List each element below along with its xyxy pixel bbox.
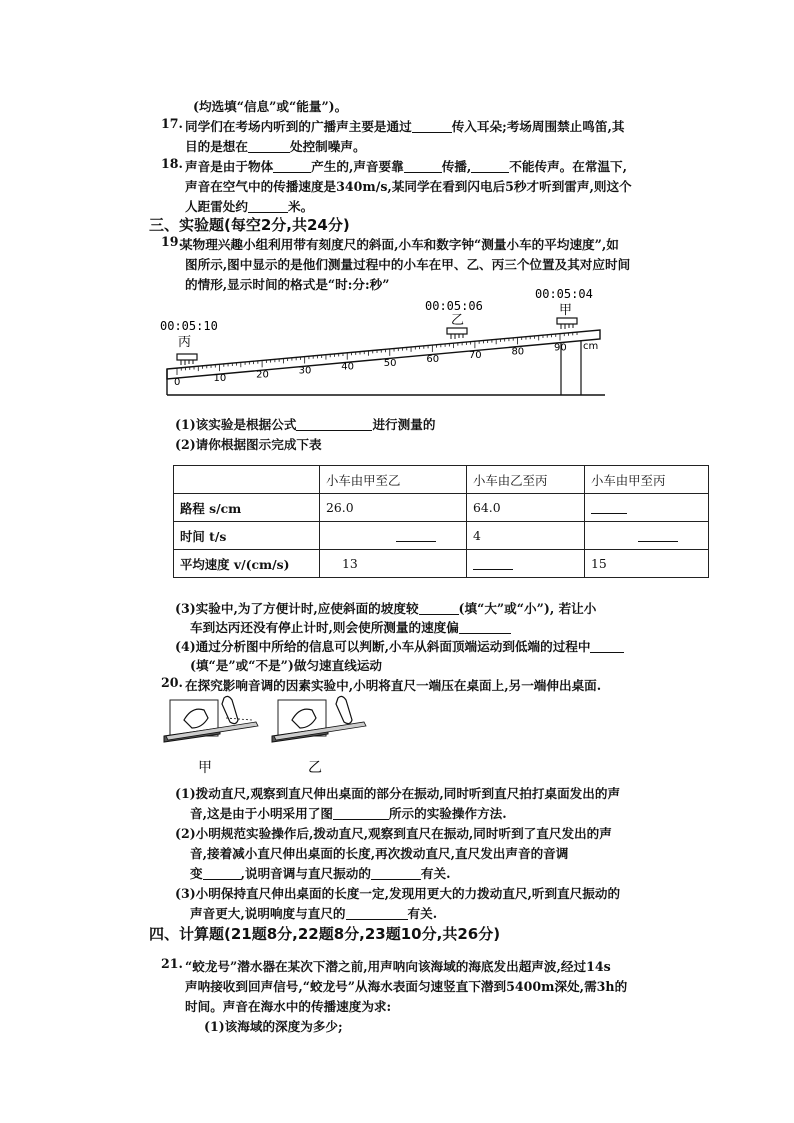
row-label-speed: 平均速度 v/(cm/s) [174,550,320,578]
table-cell-blank[interactable] [320,522,467,550]
time-yi: 00:05:06 [425,299,483,313]
time-jia: 00:05:04 [535,287,593,301]
q20-part1-line1: (1)拨动直尺,观察到直尺伸出桌面的部分在振动,同时听到直尺拍打桌面发出的声 [175,786,621,801]
sketch-yi [272,696,366,742]
ruler-tick-label: 70 [468,350,482,362]
q19-line3: 的情形,显示时间的格式是“时:分:秒” [185,277,390,292]
q18-line3: 人距雷处约 米。 [185,199,314,214]
table-header-cell [174,466,320,494]
q20-number: 20. [161,675,183,690]
q20-part1-line2: 音,这是由于小明采用了图 所示的实验操作方法. [190,806,507,821]
table-header-row [174,466,709,494]
cart-bing [177,354,197,365]
q20-blank-amplitude[interactable] [346,907,408,920]
q19-blank-bias[interactable] [459,621,511,634]
q19-part1: (1)该实验是根据公式 进行测量的 [175,417,436,432]
table-row [174,494,709,522]
q17-blank-1[interactable] [412,120,452,133]
table-header-cell: 小车由甲至乙 [320,466,467,494]
ruler-tick-label: 0 [174,377,181,388]
sketch-label-yi: 乙 [308,760,322,776]
q19-part3-line1: (3)实验中,为了方便计时,应使斜面的坡度较 (填“大”或“小”), 若让小 [175,601,597,616]
q19-blank-uniform[interactable] [590,640,624,653]
ruler-tick-label: 60 [426,354,440,365]
table-cell: 15 [585,550,709,578]
q21-number: 21. [161,956,183,971]
section-4-heading: 四、计算题(21题8分,22题8分,23题10分,共26分) [149,925,501,943]
q20-part2-line3: 变 ,说明音调与直尺振动的 有关. [190,866,451,881]
row-label-time: 时间 t/s [174,522,320,550]
table-cell: 4 [467,522,585,550]
ruler-tick-label: 50 [383,357,397,369]
table-header-cell: 小车由甲至丙 [585,466,709,494]
table-cell: 13 [320,550,467,578]
table-cell-blank[interactable] [467,550,585,578]
ruler-tick-label: 10 [213,373,227,385]
q20-part3-line1: (3)小明保持直尺伸出桌面的长度一定,发现用更大的力拨动直尺,听到直尺振动的 [175,886,621,901]
table-cell: 64.0 [467,494,585,522]
q20-blank-fig[interactable] [333,807,389,820]
q20-intro: 在探究影响音调的因素实验中,小明将直尺一端压在桌面上,另一端伸出桌面. [185,678,602,693]
q20-part2-line1: (2)小明规范实验操作后,拨动直尺,观察到直尺在振动,同时听到了直尺发出的声 [175,826,612,841]
q19-part3-line2: 车到达丙还没有停止计时,则会使所测量的速度偏 [190,617,511,636]
q21-line1: “蛟龙号”潜水器在某次下潜之前,用声呐向该海域的海底发出超声波,经过14s [185,959,611,974]
ruler-tick-label: 20 [256,369,269,381]
table-header-cell: 小车由乙至丙 [467,466,585,494]
ruler-table-figure [160,692,370,778]
data-table [173,465,709,578]
sketch-jia [164,696,258,742]
ruler-tick-label: 30 [298,365,312,377]
q18-line1: 声音是由于物体 产生的,声音要靠 传播, 不能传声。在常温下, [185,159,628,174]
label-bing: 丙 [178,335,192,350]
q17-blank-2[interactable] [248,140,290,153]
table-row [174,550,709,578]
q19-part4-line2: (填“是”或“不是”)做匀速直线运动 [190,658,383,673]
cart-jia [557,318,577,329]
ruler-tick-label: 80 [511,346,525,358]
q17-line1: 同学们在考场内听到的广播声主要是通过 传入耳朵;考场周围禁止鸣笛,其 [185,119,625,134]
q21-line2: 声呐接收到回声信号,“蛟龙号”从海水表面匀速竖直下潜到5400m深处,需3h的 [185,979,628,994]
ruler-tick-label: 90 [554,342,567,354]
q19-blank-slope[interactable] [419,602,459,615]
incline-ruler-figure [155,283,615,401]
q17-line2: 目的是想在 处控制噪声。 [185,139,366,154]
ruler-unit: cm [583,341,599,352]
q20-part2-line2: 音,接着减小直尺伸出桌面的长度,再次拨动直尺,直尺发出声音的音调 [190,846,569,861]
q18-line2: 声音在空气中的传播速度是340m/s,某同学在看到闪电后5秒才听到雷声,则这个 [185,179,632,194]
q20-part3-line2: 声音更大,说明响度与直尺的 有关. [190,906,438,921]
q20-blank-pitch[interactable] [203,867,241,880]
q18-number: 18. [161,156,183,171]
time-bing: 00:05:10 [160,319,218,333]
q16-tail: (均选填“信息”或“能量”)。 [193,99,348,114]
q17-number: 17. [161,116,183,131]
incline-board [167,330,600,379]
table-cell-blank[interactable] [585,494,709,522]
sketch-label-jia: 甲 [198,760,212,776]
label-jia: 甲 [559,303,573,318]
q19-part4-line1: (4)通过分析图中所给的信息可以判断,小车从斜面顶端运动到低端的过程中 [175,636,624,655]
section-3-heading: 三、实验题(每空2分,共24分) [149,216,350,234]
q18-blank-3[interactable] [471,160,509,173]
q19-line1: 某物理兴趣小组利用带有刻度尺的斜面,小车和数字钟“测量小车的平均速度”,如 [180,237,619,252]
table-cell-blank[interactable] [585,522,709,550]
ruler-tick-label: 40 [341,361,354,373]
table-row [174,522,709,550]
q19-number: 19. [161,234,183,249]
cart-yi [447,328,467,339]
table-cell: 26.0 [320,494,467,522]
q18-blank-1[interactable] [273,160,311,173]
q18-blank-4[interactable] [248,200,288,213]
q21-line3: 时间。声音在海水中的传播速度为求: [185,999,392,1014]
q19-blank-formula[interactable] [296,418,372,431]
q21-part1: (1)该海域的深度为多少; [204,1019,343,1034]
q19-part2: (2)请你根据图示完成下表 [175,437,322,452]
q19-line2: 图所示,图中显示的是他们测量过程中的小车在甲、乙、丙三个位置及其对应时间 [185,257,631,272]
q20-blank-frequency[interactable] [371,867,421,880]
label-yi: 乙 [451,313,465,328]
q18-blank-2[interactable] [404,160,442,173]
row-label-distance: 路程 s/cm [174,494,320,522]
